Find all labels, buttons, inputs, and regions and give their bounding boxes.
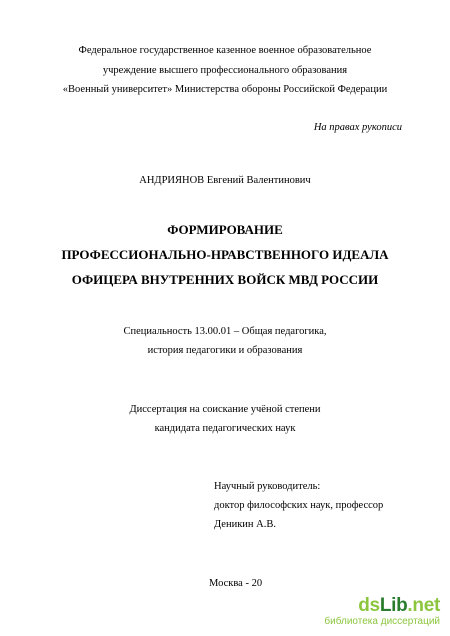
degree-line-1: Диссертация на соискание учёной степени xyxy=(129,404,321,415)
author-name: АНДРИЯНОВ Евгений Валентинович xyxy=(139,175,311,186)
supervisor-degree: доктор философских наук, профессор xyxy=(214,500,384,511)
dslib-subtitle: библиотека диссертаций xyxy=(324,616,440,627)
institution-line-3: «Военный университет» Министерства обороны Российской Федерации xyxy=(62,84,388,95)
institution-line-1: Федеральное государственное казенное военное образовательное xyxy=(78,45,372,56)
supervisor-name: Деникин А.В. xyxy=(214,519,276,530)
supervisor-label: Научный руководитель: xyxy=(214,481,321,492)
dslib-watermark xyxy=(290,596,440,628)
institution-line-2: учреждение высшего профессионального образования xyxy=(102,65,348,76)
specialty-line-1: Специальность 13.00.01 – Общая педагогика, xyxy=(123,326,327,337)
title-line-2: ПРОФЕССИОНАЛЬНО-НРАВСТВЕННОГО ИДЕАЛА xyxy=(61,247,389,262)
dslib-logo: dsLib.net xyxy=(358,595,440,616)
manuscript-note: На правах рукописи xyxy=(313,122,402,133)
specialty-line-2: история педагогики и образования xyxy=(147,345,303,356)
degree-line-2: кандидата педагогических наук xyxy=(154,423,296,434)
place-year: Москва - 20 xyxy=(209,578,263,589)
title-line-3: ОФИЦЕРА ВНУТРЕННИХ ВОЙСК МВД РОССИИ xyxy=(71,272,379,287)
title-line-1: ФОРМИРОВАНИЕ xyxy=(167,222,283,237)
